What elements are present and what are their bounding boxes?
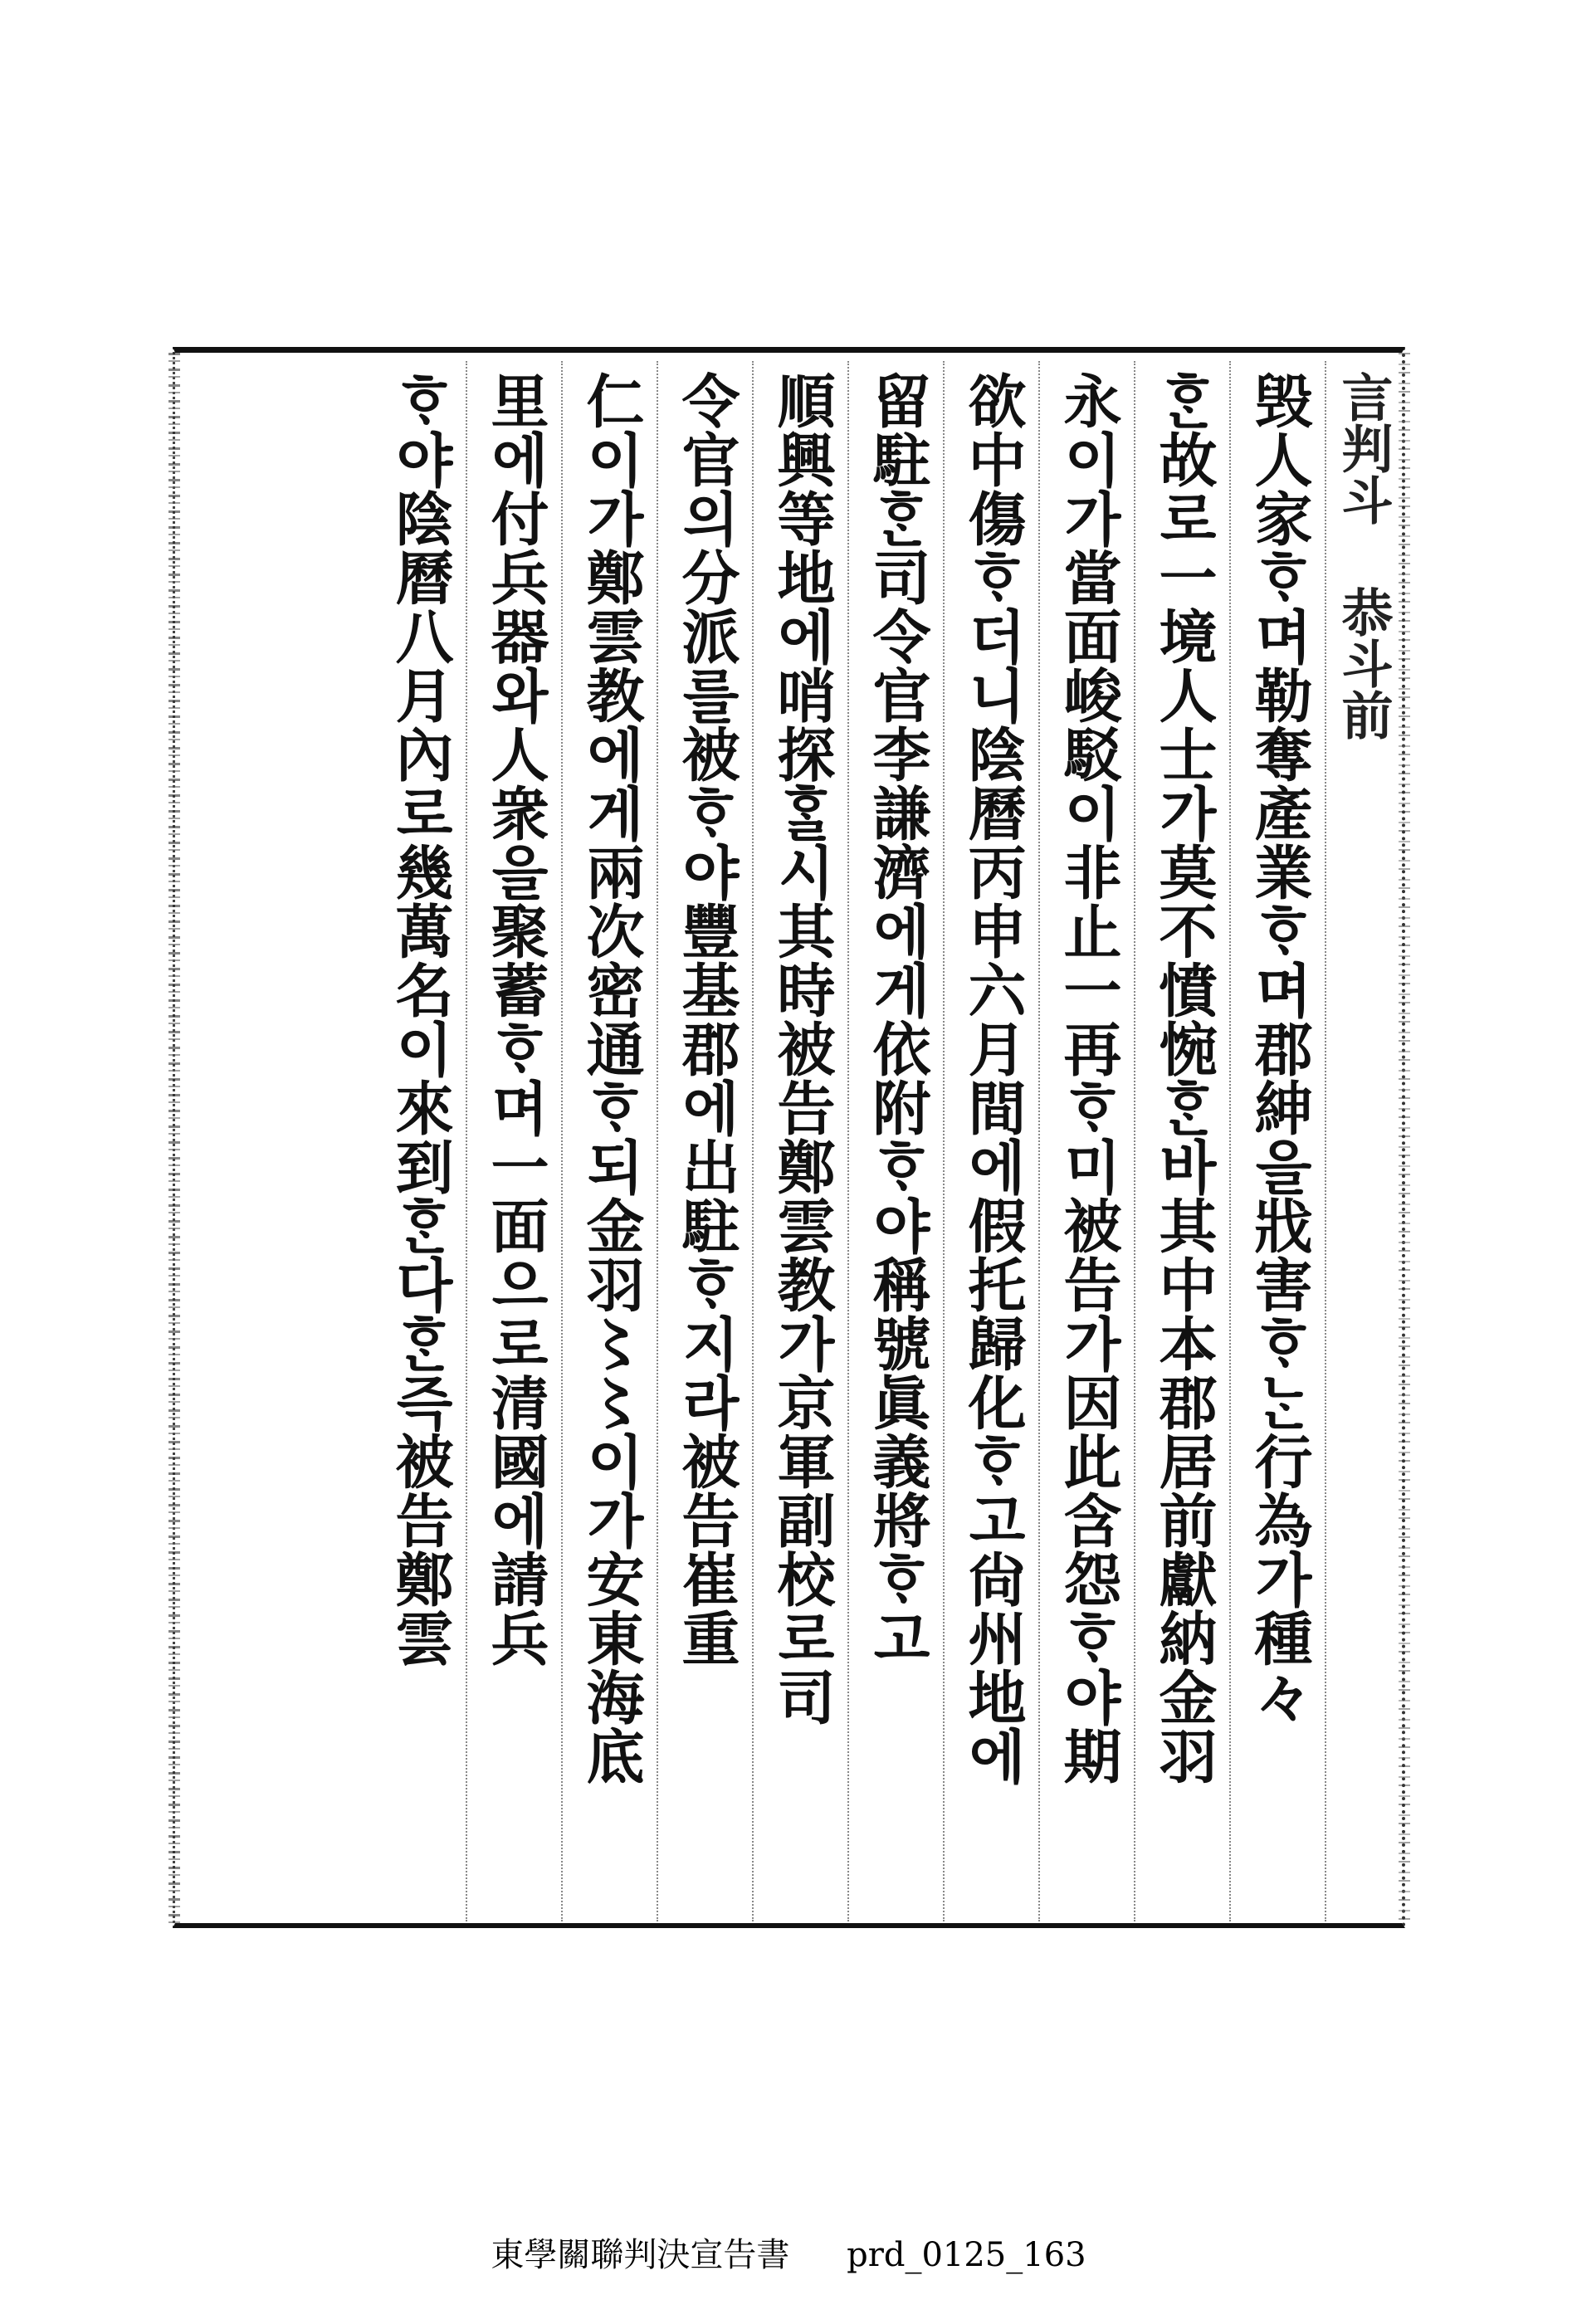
text-column-2: ᄒᆞᆫ故로一境人士가莫不憤惋ᄒᆞᆫ바其中本郡居前獻納金羽 [1150, 371, 1218, 1785]
column-rule [943, 361, 945, 1921]
text-column-7: 令官의分派를被ᄒᆞ야豐基郡에出駐ᄒᆞ지라被告崔重 [672, 371, 741, 1667]
manuscript-frame [173, 347, 1405, 1928]
text-column-8: 仁이가鄭雲教에게兩次密通ᄒᆞ되金羽〻〻이가安東海底 [577, 371, 646, 1785]
text-column-4: 欲中傷ᄒᆞ더니陰曆丙申六月間에假托歸化ᄒᆞ고尙州地에 [959, 371, 1028, 1785]
text-column-10: ᄒᆞ야陰曆八月內로幾萬名이來到ᄒᆞᆫ다ᄒᆞᆫ즉被告鄭雲 [386, 371, 455, 1667]
column-rule [752, 361, 754, 1921]
text-column-3: 永이가當面峻駁이非止一再ᄒᆞ미被告가因此含怨ᄒᆞ야期 [1054, 371, 1123, 1785]
page-footer [0, 2229, 1577, 2276]
header-marks: 言判斗 恭斗前 [1333, 371, 1394, 740]
text-column-9: 里에付兵器와人衆을聚蓄ᄒᆞ며一面으로清國에請兵 [481, 371, 550, 1667]
footer-code: prd_0125_163 [847, 2236, 1086, 2274]
text-columns [175, 353, 1402, 1923]
column-rule [657, 361, 658, 1921]
column-rule [1325, 361, 1326, 1921]
column-rule [847, 361, 849, 1921]
text-column-5: 留駐ᄒᆞᆫ司令官李謙濟에게依附ᄒᆞ야稱號眞義將ᄒᆞ고 [863, 371, 932, 1667]
text-column-6: 順興等地에哨探ᄒᆞᆯ시其時被告鄭雲教가京軍副校로司 [768, 371, 837, 1726]
column-rule [1134, 361, 1135, 1921]
column-rule [561, 361, 563, 1921]
column-rule [466, 361, 467, 1921]
footer-title: 東學關聯判決宣告書 [491, 2236, 790, 2274]
column-rule [1229, 361, 1231, 1921]
column-rule [1038, 361, 1040, 1921]
text-column-1: 毁人家ᄒᆞ며勒奪產業ᄒᆞ며郡紳을戕害ᄒᆞᄂᆞᆫ行為가種々 [1245, 371, 1314, 1726]
